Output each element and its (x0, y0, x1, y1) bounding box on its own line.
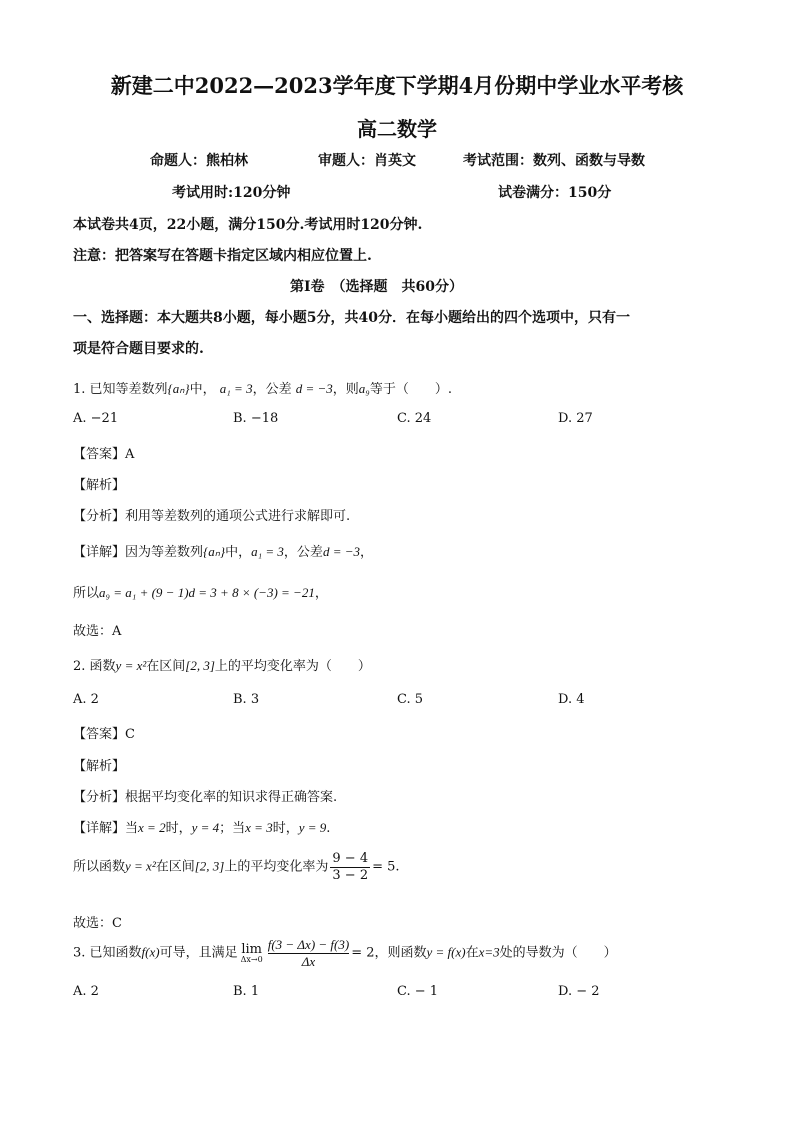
q1-option-d: D. 27 (558, 411, 593, 426)
q3-fraction: $\frac{f(3 - \Delta x) - f(3)}{\Delta x}$ (267, 937, 350, 969)
scope-label: 考试范围：数列、函数与导数 (463, 153, 645, 169)
q1-a9: a₉ (358, 381, 370, 396)
section-title: 第I卷 （选择题 共60分） (290, 279, 464, 295)
question-3-stem: 3. 已知函数f(x)可导，且满足 lim Δx→0 $\frac{f(3 - \Delta x) - f(3)}{\Delta x}$ = 2，则函数y = f(x)在x=3处的导数为（ ） (73, 937, 617, 969)
q2-fraction: $\frac{9 - 4}{3 - 2}$ (332, 851, 369, 883)
q2-option-a: A. 2 (73, 692, 99, 707)
part1-instructions-2: 项是符合题目要求的. (73, 341, 204, 357)
exam-subtitle: 高二数学 (357, 117, 437, 141)
question-2-stem: 2. 函数y = x²在区间[2, 3]上的平均变化率为（ ） (73, 658, 371, 674)
time-label: 考试用时:120分钟 (172, 185, 291, 201)
q1-option-b: B. −18 (233, 411, 279, 426)
score-label: 试卷满分：150分 (498, 185, 612, 201)
q1-answer: 【答案】A (73, 447, 135, 462)
intro-line-2: 注意：把答案写在答题卡指定区域内相应位置上. (73, 248, 372, 264)
q2-answer: 【答案】C (73, 727, 135, 742)
q2-choose: 故选：C (73, 916, 122, 931)
intro-line-1: 本试卷共4页，22小题，满分150分.考试用时120分钟. (73, 217, 423, 233)
part1-instructions-1: 一、选择题：本大题共8小题，每小题5分，共40分．在每小题给出的四个选项中，只有一 (73, 310, 630, 326)
q1-analysis-tag: 【解析】 (73, 478, 126, 493)
q2-option-c: C. 5 (397, 692, 424, 707)
reviewer-label: 审题人：肖英文 (318, 153, 416, 169)
q1-a1: a₁ = 3 (219, 381, 253, 396)
q2-fenxi: 【分析】根据平均变化率的知识求得正确答案. (73, 790, 338, 805)
q1-fenxi: 【分析】利用等差数列的通项公式进行求解即可. (73, 509, 351, 524)
q2-calculation: 所以函数y = x²在区间[2, 3]上的平均变化率为 $\frac{9 - 4}{3 - 2}$ = 5. (73, 851, 400, 883)
q3-option-c: C. − 1 (397, 984, 439, 999)
q1-sequence: {aₙ} (167, 381, 190, 396)
q1-d: d = −3 (295, 381, 333, 396)
q2-detail: 【详解】当x = 2时，y = 4；当x = 3时，y = 9. (73, 820, 331, 836)
q1-option-a: A. −21 (73, 411, 119, 426)
q2-option-b: B. 3 (233, 692, 260, 707)
q1-detail: 【详解】因为等差数列{aₙ}中，a₁ = 3，公差d = −3， (73, 544, 373, 560)
q1-option-c: C. 24 (397, 411, 432, 426)
q2-analysis-tag: 【解析】 (73, 759, 126, 774)
author-label: 命题人：熊柏林 (150, 153, 248, 169)
q2-option-d: D. 4 (558, 692, 585, 707)
q3-option-d: D. − 2 (558, 984, 600, 999)
q3-limit: lim Δx→0 (240, 941, 263, 964)
q3-option-b: B. 1 (233, 984, 260, 999)
q1-choose: 故选：A (73, 624, 122, 639)
exam-title: 新建二中2022—2023学年度下学期4月份期中学业水平考核 (110, 73, 684, 98)
q3-option-a: A. 2 (73, 984, 99, 999)
question-1-stem: 1. 已知等差数列{aₙ}中， a₁ = 3，公差 d = −3，则a₉等于（ ）. (73, 381, 452, 397)
q1-calculation: 所以a₉ = a₁ + (9 − 1)d = 3 + 8 × (−3) = −21， (73, 585, 328, 601)
